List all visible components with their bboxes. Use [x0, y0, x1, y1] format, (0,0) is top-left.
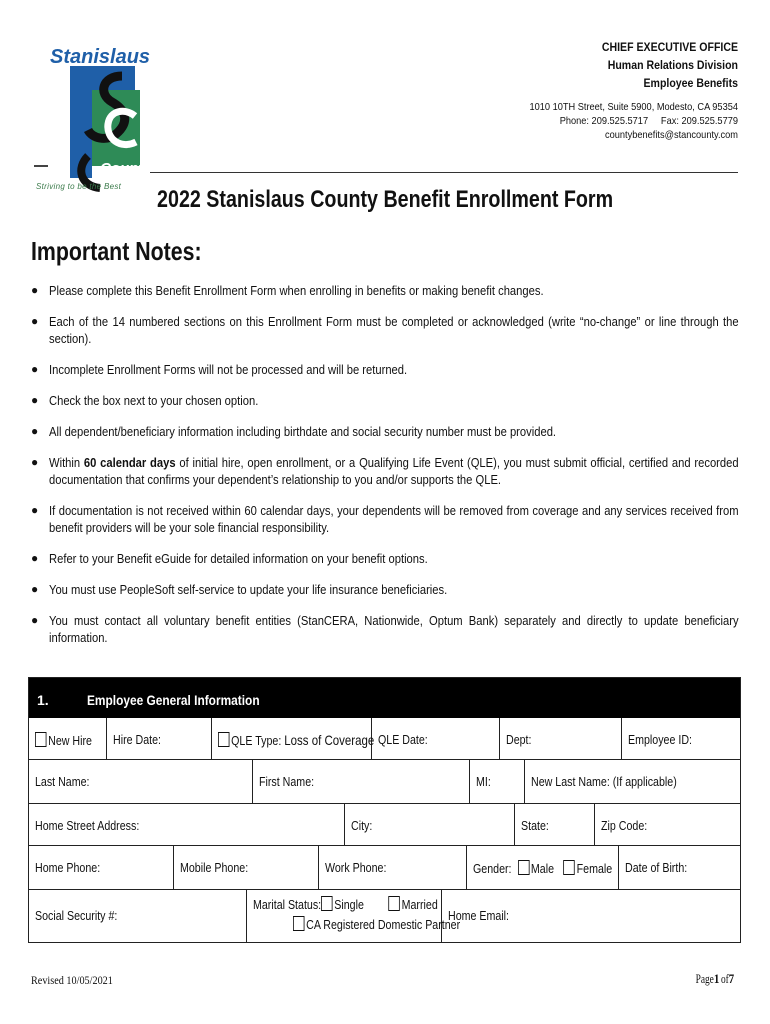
work-phone-field[interactable]: Work Phone:: [319, 846, 467, 890]
note-item: ● Please complete this Benefit Enrollment Form when enrolling in benefits or making benefit changes.: [31, 283, 544, 298]
qle-checkbox[interactable]: [218, 732, 229, 747]
home-phone-field[interactable]: Home Phone:: [29, 846, 174, 890]
dept-field[interactable]: Dept:: [500, 718, 622, 760]
single-checkbox[interactable]: [321, 896, 332, 911]
revised-date: Revised 10/05/2021: [31, 973, 113, 987]
marital-status-field: Marital Status: Single Married CA Registered Domestic Partner: [247, 890, 442, 943]
notes-heading: Important Notes:: [31, 236, 202, 266]
gender-field: Gender: Male Female: [467, 846, 619, 890]
office-email[interactable]: countybenefits@stancounty.com: [604, 129, 738, 141]
section-header: [29, 678, 740, 718]
zip-field[interactable]: Zip Code:: [595, 804, 741, 846]
qle-type-field[interactable]: QLE Type: Loss of Coverage: [212, 718, 372, 760]
hire-date-field[interactable]: Hire Date:: [107, 718, 212, 760]
qle-type-value: Loss of Coverage: [284, 732, 375, 748]
county-logo: [30, 38, 155, 198]
note-item: ● Each of the 14 numbered sections on this Enrollment Form must be completed or acknowledged (write “no-change” or line through the section).: [31, 314, 739, 346]
new-hire-field[interactable]: New Hire: [29, 718, 107, 760]
office-header: [501, 38, 738, 143]
office-name: CHIEF EXECUTIVE OFFICE: [601, 40, 738, 54]
employee-id-field[interactable]: Employee ID:: [622, 718, 741, 760]
unit-name: Employee Benefits: [643, 76, 738, 90]
logo-name-top: Stanislaus: [50, 46, 151, 68]
state-field[interactable]: State:: [515, 804, 595, 846]
mobile-phone-field[interactable]: Mobile Phone:: [174, 846, 319, 890]
note-item: ● Within 60 calendar days of initial hire, open enrollment, or a Qualifying Life Event (QLE), you must submit official, certified and recorded documentation that confirms your dependent’s relationship to you and/or supports the QLE.: [31, 455, 739, 487]
note-item: ● You must contact all voluntary benefit entities (StanCERA, Nationwide, Optum Bank) separately and directly to update beneficiary information.: [31, 613, 739, 645]
section-title: Employee General Information: [87, 692, 260, 708]
header-rule: [150, 172, 738, 173]
section-employee-info: [28, 677, 741, 943]
qle-date-field[interactable]: QLE Date:: [372, 718, 500, 760]
mi-field[interactable]: MI:: [470, 760, 525, 804]
domestic-partner-checkbox[interactable]: [293, 916, 304, 931]
male-checkbox[interactable]: [518, 860, 529, 875]
note-item: ● Incomplete Enrollment Forms will not be processed and will be returned.: [31, 362, 408, 377]
city-field[interactable]: City:: [345, 804, 515, 846]
office-phone: Phone: 209.525.5717: [559, 115, 649, 127]
note-item: ● Check the box next to your chosen option.: [31, 393, 259, 408]
note-item: ● You must use PeopleSoft self-service to update your life insurance beneficiaries.: [31, 582, 448, 597]
home-email-field[interactable]: Home Email:: [448, 908, 510, 923]
home-address-field[interactable]: Home Street Address:: [29, 804, 345, 846]
division-name: Human Relations Division: [607, 58, 738, 72]
logo-rule: [34, 165, 48, 167]
first-name-field[interactable]: First Name:: [253, 760, 470, 804]
logo-tagline: Striving to be the Best: [36, 182, 122, 191]
female-checkbox[interactable]: [564, 860, 575, 875]
ssn-field[interactable]: Social Security #:: [29, 890, 247, 943]
page-number: Page1of7: [695, 971, 734, 986]
note-item: ● Refer to your Benefit eGuide for detailed information on your benefit options.: [31, 551, 428, 566]
new-hire-checkbox[interactable]: [35, 732, 46, 747]
note-item: ● All dependent/beneficiary information including birthdate and social security number must be provided.: [31, 424, 557, 439]
married-checkbox[interactable]: [388, 896, 399, 911]
logo-name-bottom: County: [100, 160, 152, 177]
form-title: 2022 Stanislaus County Benefit Enrollment Form: [156, 186, 614, 213]
office-fax: Fax: 209.525.5779: [660, 115, 738, 127]
dob-field[interactable]: Date of Birth:: [619, 846, 741, 890]
note-item: ● If documentation is not received within 60 calendar days, your dependents will be removed from coverage and any services received from benefit providers will be your sole financial responsibility.: [31, 503, 739, 535]
section-number: 1.: [37, 692, 49, 708]
new-last-name-field[interactable]: New Last Name: (If applicable): [525, 760, 741, 804]
office-address: 1010 10TH Street, Suite 5900, Modesto, CA 95354: [529, 101, 738, 113]
last-name-field[interactable]: Last Name:: [29, 760, 253, 804]
notes-list: [31, 282, 741, 660]
